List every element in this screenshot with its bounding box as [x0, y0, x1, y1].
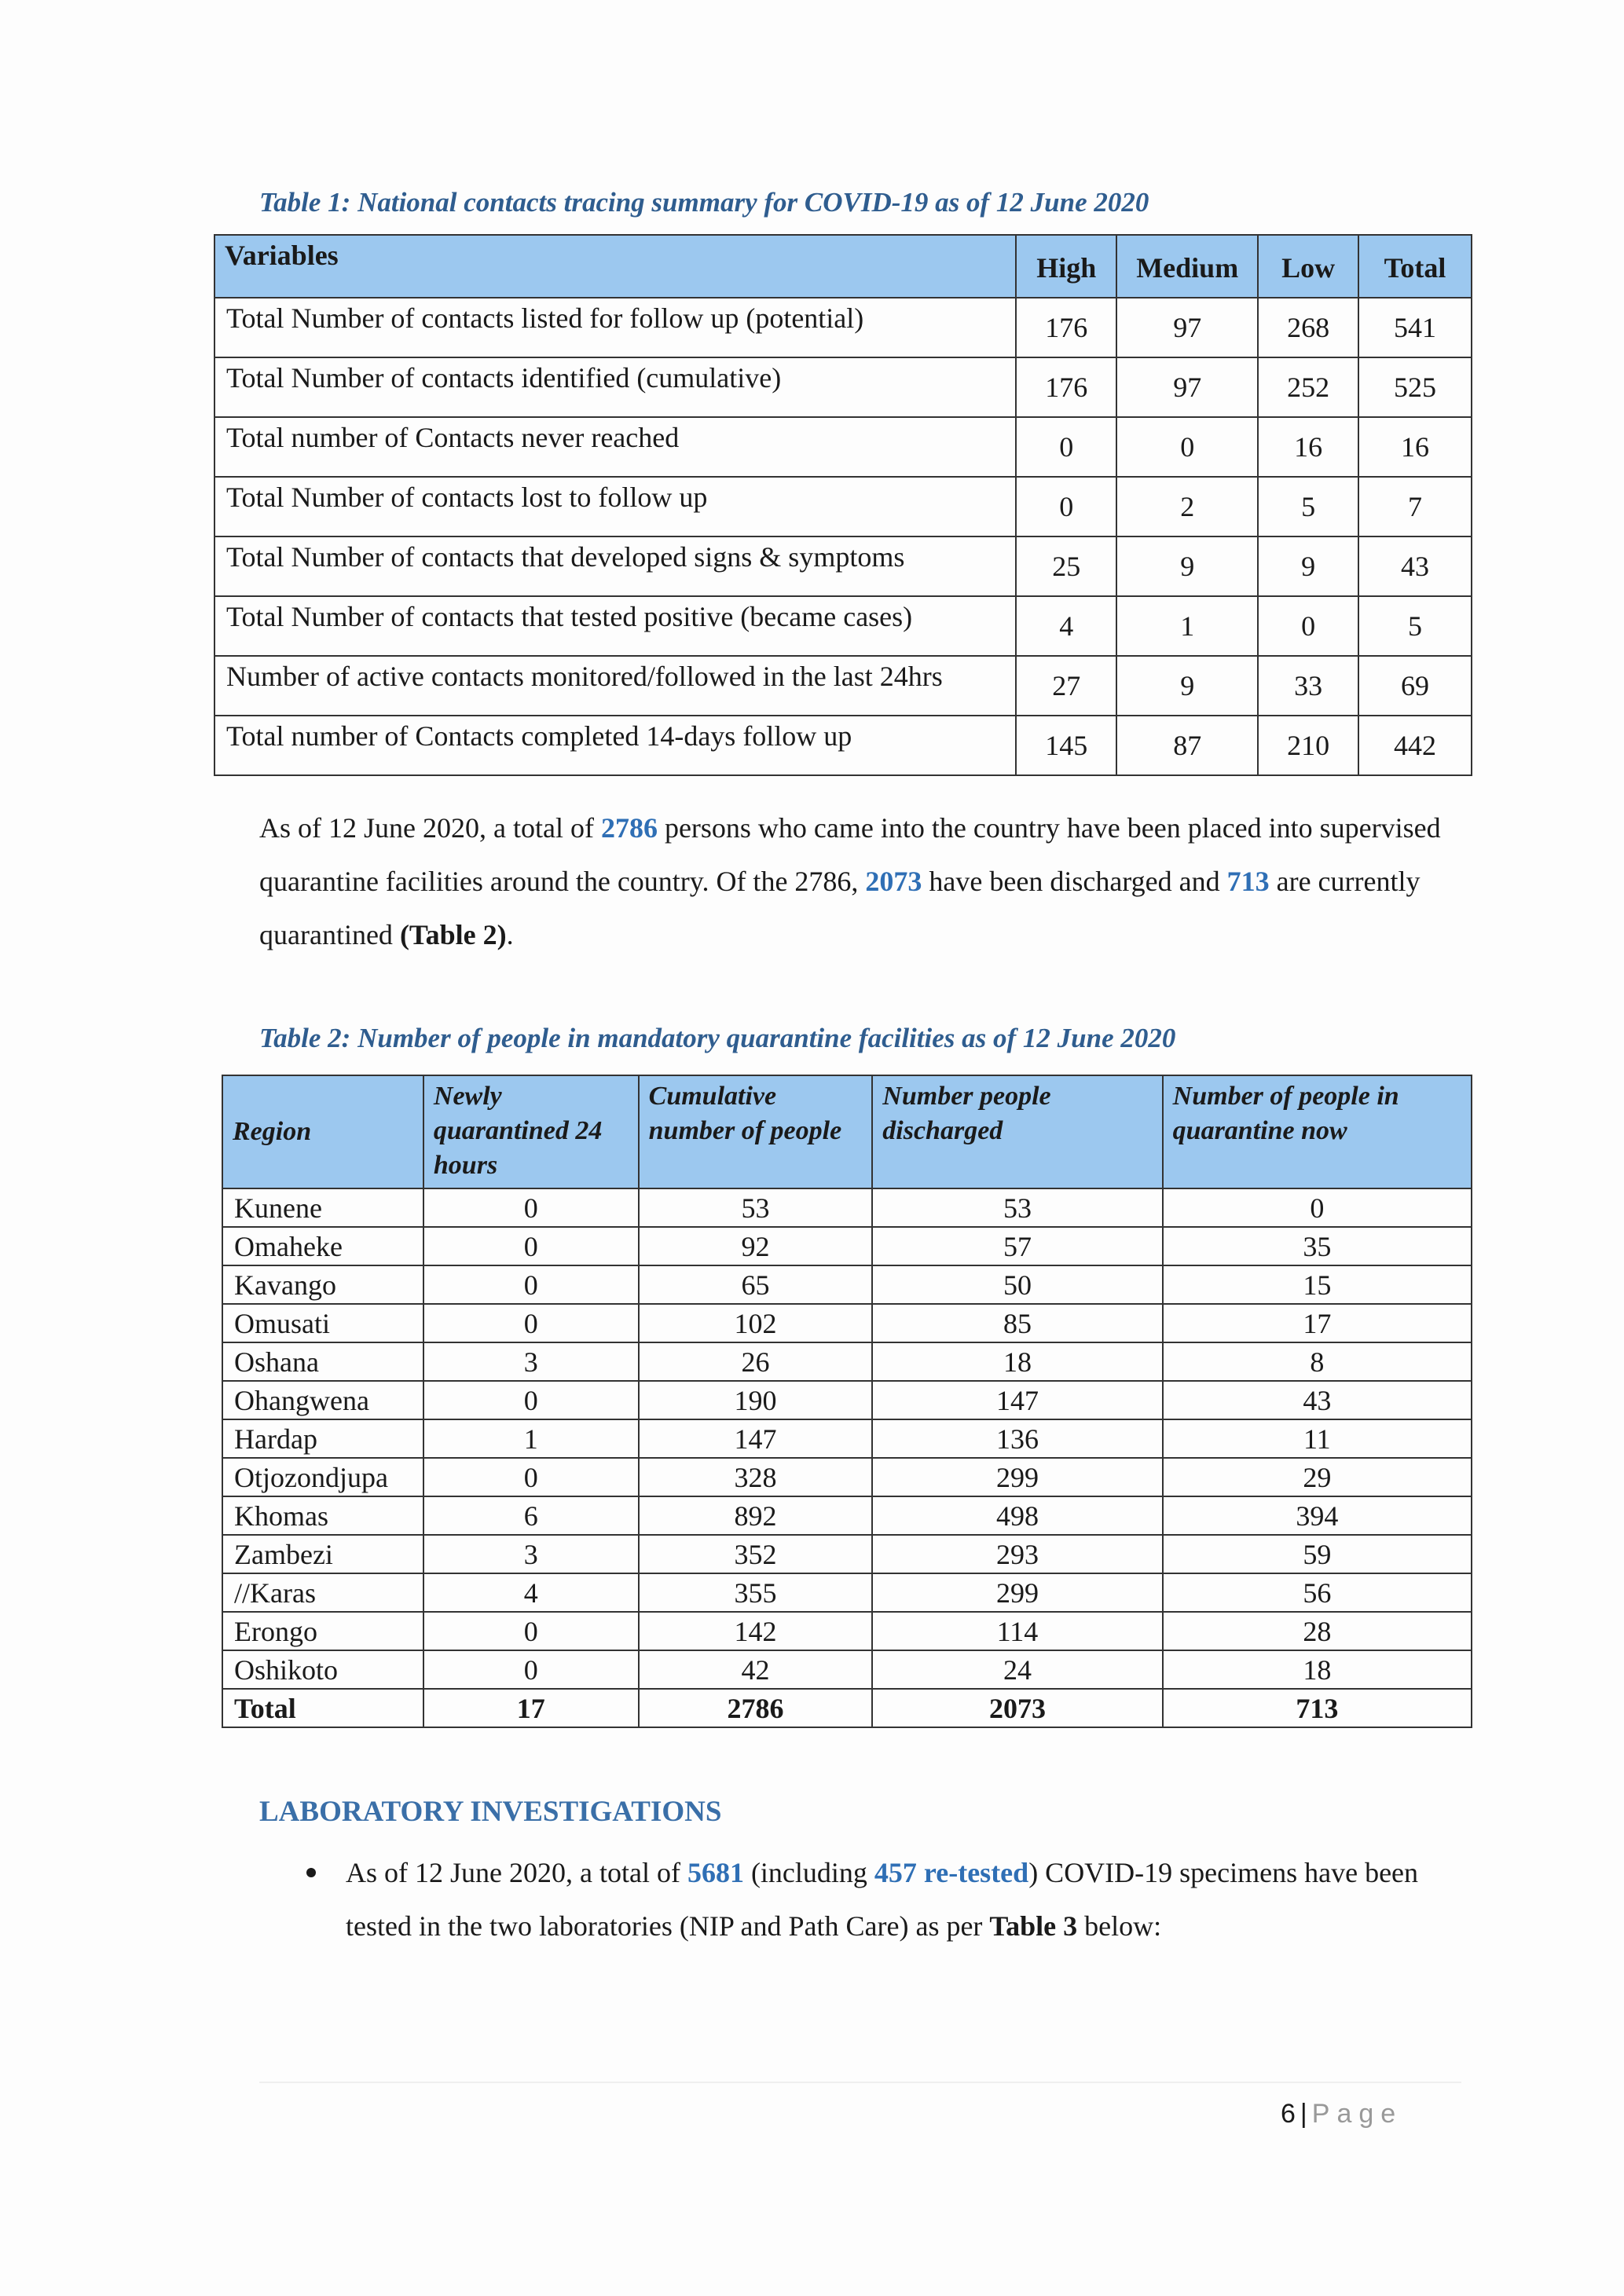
discharged-value: 2073 — [865, 866, 922, 897]
header-cumulative: Cumulative number of people — [639, 1075, 873, 1188]
header-in-quarantine-now: Number of people in quarantine now — [1163, 1075, 1472, 1188]
cell-cumulative: 328 — [639, 1458, 873, 1496]
row-label: Total Number of contacts that tested positive (became cases) — [214, 596, 1016, 656]
cell-low: 16 — [1258, 417, 1358, 477]
cell-low: 0 — [1258, 596, 1358, 656]
text: persons who came into the country have been placed into supervised quarantine facilities around the country. Of the 2786, — [259, 812, 1441, 897]
table2-caption: Table 2: Number of people in mandatory quarantine facilities as of 12 June 2020 — [259, 1023, 1176, 1053]
table-row — [222, 1612, 1472, 1650]
total-quarantined-value: 2786 — [600, 812, 658, 844]
cell-discharged: 2073 — [872, 1689, 1162, 1727]
cell-in-quarantine-now: 0 — [1163, 1188, 1472, 1227]
cell-cumulative: 190 — [639, 1381, 873, 1419]
contacts-tracing-table — [214, 234, 1472, 776]
table-row — [214, 536, 1472, 596]
cell-cumulative: 352 — [639, 1535, 873, 1573]
cell-total: 5 — [1358, 596, 1472, 656]
cell-medium: 87 — [1116, 716, 1258, 775]
cell-discharged: 24 — [872, 1650, 1162, 1689]
header-variables: Variables — [214, 235, 1016, 298]
tested-total-value: 5681 — [687, 1857, 744, 1888]
cell-region: Omusati — [222, 1304, 423, 1342]
cell-newly-quarantined: 17 — [423, 1689, 639, 1727]
cell-newly-quarantined: 0 — [423, 1612, 639, 1650]
lab-investigations-heading: LABORATORY INVESTIGATIONS — [259, 1796, 722, 1828]
cell-newly-quarantined: 0 — [423, 1304, 639, 1342]
cell-low: 268 — [1258, 298, 1358, 357]
cell-region: Oshana — [222, 1342, 423, 1381]
header-region: Region — [222, 1075, 423, 1188]
cell-region: Total — [222, 1689, 423, 1727]
text: have been discharged and — [922, 866, 1227, 897]
table-row — [214, 298, 1472, 357]
cell-medium: 97 — [1116, 357, 1258, 417]
retested-value: 457 re-tested — [874, 1857, 1029, 1888]
cell-discharged: 57 — [872, 1227, 1162, 1265]
cell-high: 145 — [1016, 716, 1116, 775]
cell-medium: 97 — [1116, 298, 1258, 357]
cell-region: //Karas — [222, 1573, 423, 1612]
lab-bullet-item — [346, 1846, 1461, 1953]
cell-cumulative: 355 — [639, 1573, 873, 1612]
cell-high: 4 — [1016, 596, 1116, 656]
header-low: Low — [1258, 235, 1358, 298]
cell-in-quarantine-now: 17 — [1163, 1304, 1472, 1342]
table-row — [222, 1535, 1472, 1573]
cell-low: 210 — [1258, 716, 1358, 775]
cell-low: 9 — [1258, 536, 1358, 596]
cell-region: Omaheke — [222, 1227, 423, 1265]
cell-cumulative: 26 — [639, 1342, 873, 1381]
bullet-icon — [306, 1868, 316, 1877]
cell-cumulative: 2786 — [639, 1689, 873, 1727]
cell-newly-quarantined: 0 — [423, 1650, 639, 1689]
cell-cumulative: 142 — [639, 1612, 873, 1650]
cell-total: 442 — [1358, 716, 1472, 775]
cell-cumulative: 53 — [639, 1188, 873, 1227]
cell-newly-quarantined: 6 — [423, 1496, 639, 1535]
cell-newly-quarantined: 0 — [423, 1265, 639, 1304]
table-row — [214, 477, 1472, 536]
cell-discharged: 293 — [872, 1535, 1162, 1573]
table-row — [222, 1188, 1472, 1227]
table-reference: Table 3 — [989, 1910, 1078, 1942]
table-row — [222, 1650, 1472, 1689]
cell-discharged: 498 — [872, 1496, 1162, 1535]
cell-newly-quarantined: 4 — [423, 1573, 639, 1612]
cell-high: 25 — [1016, 536, 1116, 596]
table-row — [222, 1381, 1472, 1419]
cell-low: 33 — [1258, 656, 1358, 716]
text: As of 12 June 2020, a total of — [346, 1857, 687, 1888]
text: . — [506, 919, 514, 950]
cell-medium: 1 — [1116, 596, 1258, 656]
cell-discharged: 147 — [872, 1381, 1162, 1419]
cell-cumulative: 92 — [639, 1227, 873, 1265]
cell-discharged: 299 — [872, 1573, 1162, 1612]
table-row — [222, 1496, 1472, 1535]
table-row — [222, 1419, 1472, 1458]
cell-low: 252 — [1258, 357, 1358, 417]
text: are currently quarantined — [259, 866, 1421, 950]
cell-discharged: 53 — [872, 1188, 1162, 1227]
text: As of 12 June 2020, a total of — [259, 812, 601, 844]
table-row — [222, 1304, 1472, 1342]
cell-region: Kavango — [222, 1265, 423, 1304]
cell-discharged: 114 — [872, 1612, 1162, 1650]
table-row — [214, 357, 1472, 417]
table-row — [214, 596, 1472, 656]
cell-newly-quarantined: 1 — [423, 1419, 639, 1458]
cell-region: Oshikoto — [222, 1650, 423, 1689]
cell-in-quarantine-now: 713 — [1163, 1689, 1472, 1727]
current-quarantined-value: 713 — [1226, 866, 1270, 897]
text: ) COVID-19 specimens have been tested in the two laboratories (NIP and Path Care) as per — [346, 1857, 1419, 1942]
cell-high: 176 — [1016, 357, 1116, 417]
cell-in-quarantine-now: 59 — [1163, 1535, 1472, 1573]
cell-region: Otjozondjupa — [222, 1458, 423, 1496]
cell-cumulative: 147 — [639, 1419, 873, 1458]
table-row — [214, 417, 1472, 477]
cell-high: 0 — [1016, 477, 1116, 536]
quarantine-facilities-table — [222, 1075, 1472, 1728]
table-header-row — [222, 1075, 1472, 1188]
cell-medium: 2 — [1116, 477, 1258, 536]
table-reference: (Table 2) — [399, 919, 507, 950]
cell-medium: 9 — [1116, 536, 1258, 596]
cell-in-quarantine-now: 394 — [1163, 1496, 1472, 1535]
cell-newly-quarantined: 0 — [423, 1381, 639, 1419]
cell-in-quarantine-now: 18 — [1163, 1650, 1472, 1689]
cell-discharged: 85 — [872, 1304, 1162, 1342]
cell-discharged: 299 — [872, 1458, 1162, 1496]
cell-discharged: 50 — [872, 1265, 1162, 1304]
page-number — [1281, 2099, 1402, 2129]
cell-total: 7 — [1358, 477, 1472, 536]
total-row — [222, 1689, 1472, 1727]
table1-caption: Table 1: National contacts tracing summary for COVID-19 as of 12 June 2020 — [259, 187, 1149, 218]
row-label: Total Number of contacts that developed signs & symptoms — [214, 536, 1016, 596]
table-row — [214, 716, 1472, 775]
table-row — [214, 656, 1472, 716]
cell-cumulative: 892 — [639, 1496, 873, 1535]
cell-newly-quarantined: 0 — [423, 1458, 639, 1496]
cell-newly-quarantined: 0 — [423, 1188, 639, 1227]
cell-in-quarantine-now: 28 — [1163, 1612, 1472, 1650]
cell-newly-quarantined: 0 — [423, 1227, 639, 1265]
cell-high: 0 — [1016, 417, 1116, 477]
cell-in-quarantine-now: 15 — [1163, 1265, 1472, 1304]
cell-medium: 9 — [1116, 656, 1258, 716]
row-label: Total Number of contacts identified (cumulative) — [214, 357, 1016, 417]
cell-newly-quarantined: 3 — [423, 1535, 639, 1573]
cell-in-quarantine-now: 35 — [1163, 1227, 1472, 1265]
text: (including — [743, 1857, 874, 1888]
cell-cumulative: 65 — [639, 1265, 873, 1304]
cell-region: Erongo — [222, 1612, 423, 1650]
cell-region: Ohangwena — [222, 1381, 423, 1419]
header-newly-quarantined: Newly quarantined 24 hours — [423, 1075, 639, 1188]
cell-in-quarantine-now: 43 — [1163, 1381, 1472, 1419]
cell-total: 525 — [1358, 357, 1472, 417]
cell-newly-quarantined: 3 — [423, 1342, 639, 1381]
header-discharged: Number people discharged — [872, 1075, 1162, 1188]
cell-cumulative: 102 — [639, 1304, 873, 1342]
row-label: Total Number of contacts listed for follow up (potential) — [214, 298, 1016, 357]
quarantine-summary-paragraph — [259, 801, 1446, 961]
cell-total: 43 — [1358, 536, 1472, 596]
header-high: High — [1016, 235, 1116, 298]
cell-in-quarantine-now: 56 — [1163, 1573, 1472, 1612]
table-row — [222, 1265, 1472, 1304]
cell-total: 16 — [1358, 417, 1472, 477]
cell-region: Khomas — [222, 1496, 423, 1535]
page-number-value: 6 — [1281, 2099, 1296, 2129]
cell-discharged: 18 — [872, 1342, 1162, 1381]
cell-discharged: 136 — [872, 1419, 1162, 1458]
row-label: Number of active contacts monitored/followed in the last 24hrs — [214, 656, 1016, 716]
text: below: — [1077, 1910, 1162, 1942]
separator: | — [1300, 2099, 1307, 2129]
cell-total: 69 — [1358, 656, 1472, 716]
cell-total: 541 — [1358, 298, 1472, 357]
cell-in-quarantine-now: 8 — [1163, 1342, 1472, 1381]
row-label: Total Number of contacts lost to follow up — [214, 477, 1016, 536]
cell-cumulative: 42 — [639, 1650, 873, 1689]
table-row — [222, 1342, 1472, 1381]
page-label: Page — [1311, 2099, 1403, 2129]
table-row — [222, 1458, 1472, 1496]
cell-in-quarantine-now: 29 — [1163, 1458, 1472, 1496]
table-row — [222, 1573, 1472, 1612]
row-label: Total number of Contacts completed 14-days follow up — [214, 716, 1016, 775]
cell-high: 27 — [1016, 656, 1116, 716]
cell-region: Zambezi — [222, 1535, 423, 1573]
cell-low: 5 — [1258, 477, 1358, 536]
cell-medium: 0 — [1116, 417, 1258, 477]
table-header-row — [214, 235, 1472, 298]
footer-divider — [259, 2082, 1461, 2083]
cell-region: Hardap — [222, 1419, 423, 1458]
cell-in-quarantine-now: 11 — [1163, 1419, 1472, 1458]
header-total: Total — [1358, 235, 1472, 298]
row-label: Total number of Contacts never reached — [214, 417, 1016, 477]
header-medium: Medium — [1116, 235, 1258, 298]
cell-high: 176 — [1016, 298, 1116, 357]
table-row — [222, 1227, 1472, 1265]
cell-region: Kunene — [222, 1188, 423, 1227]
